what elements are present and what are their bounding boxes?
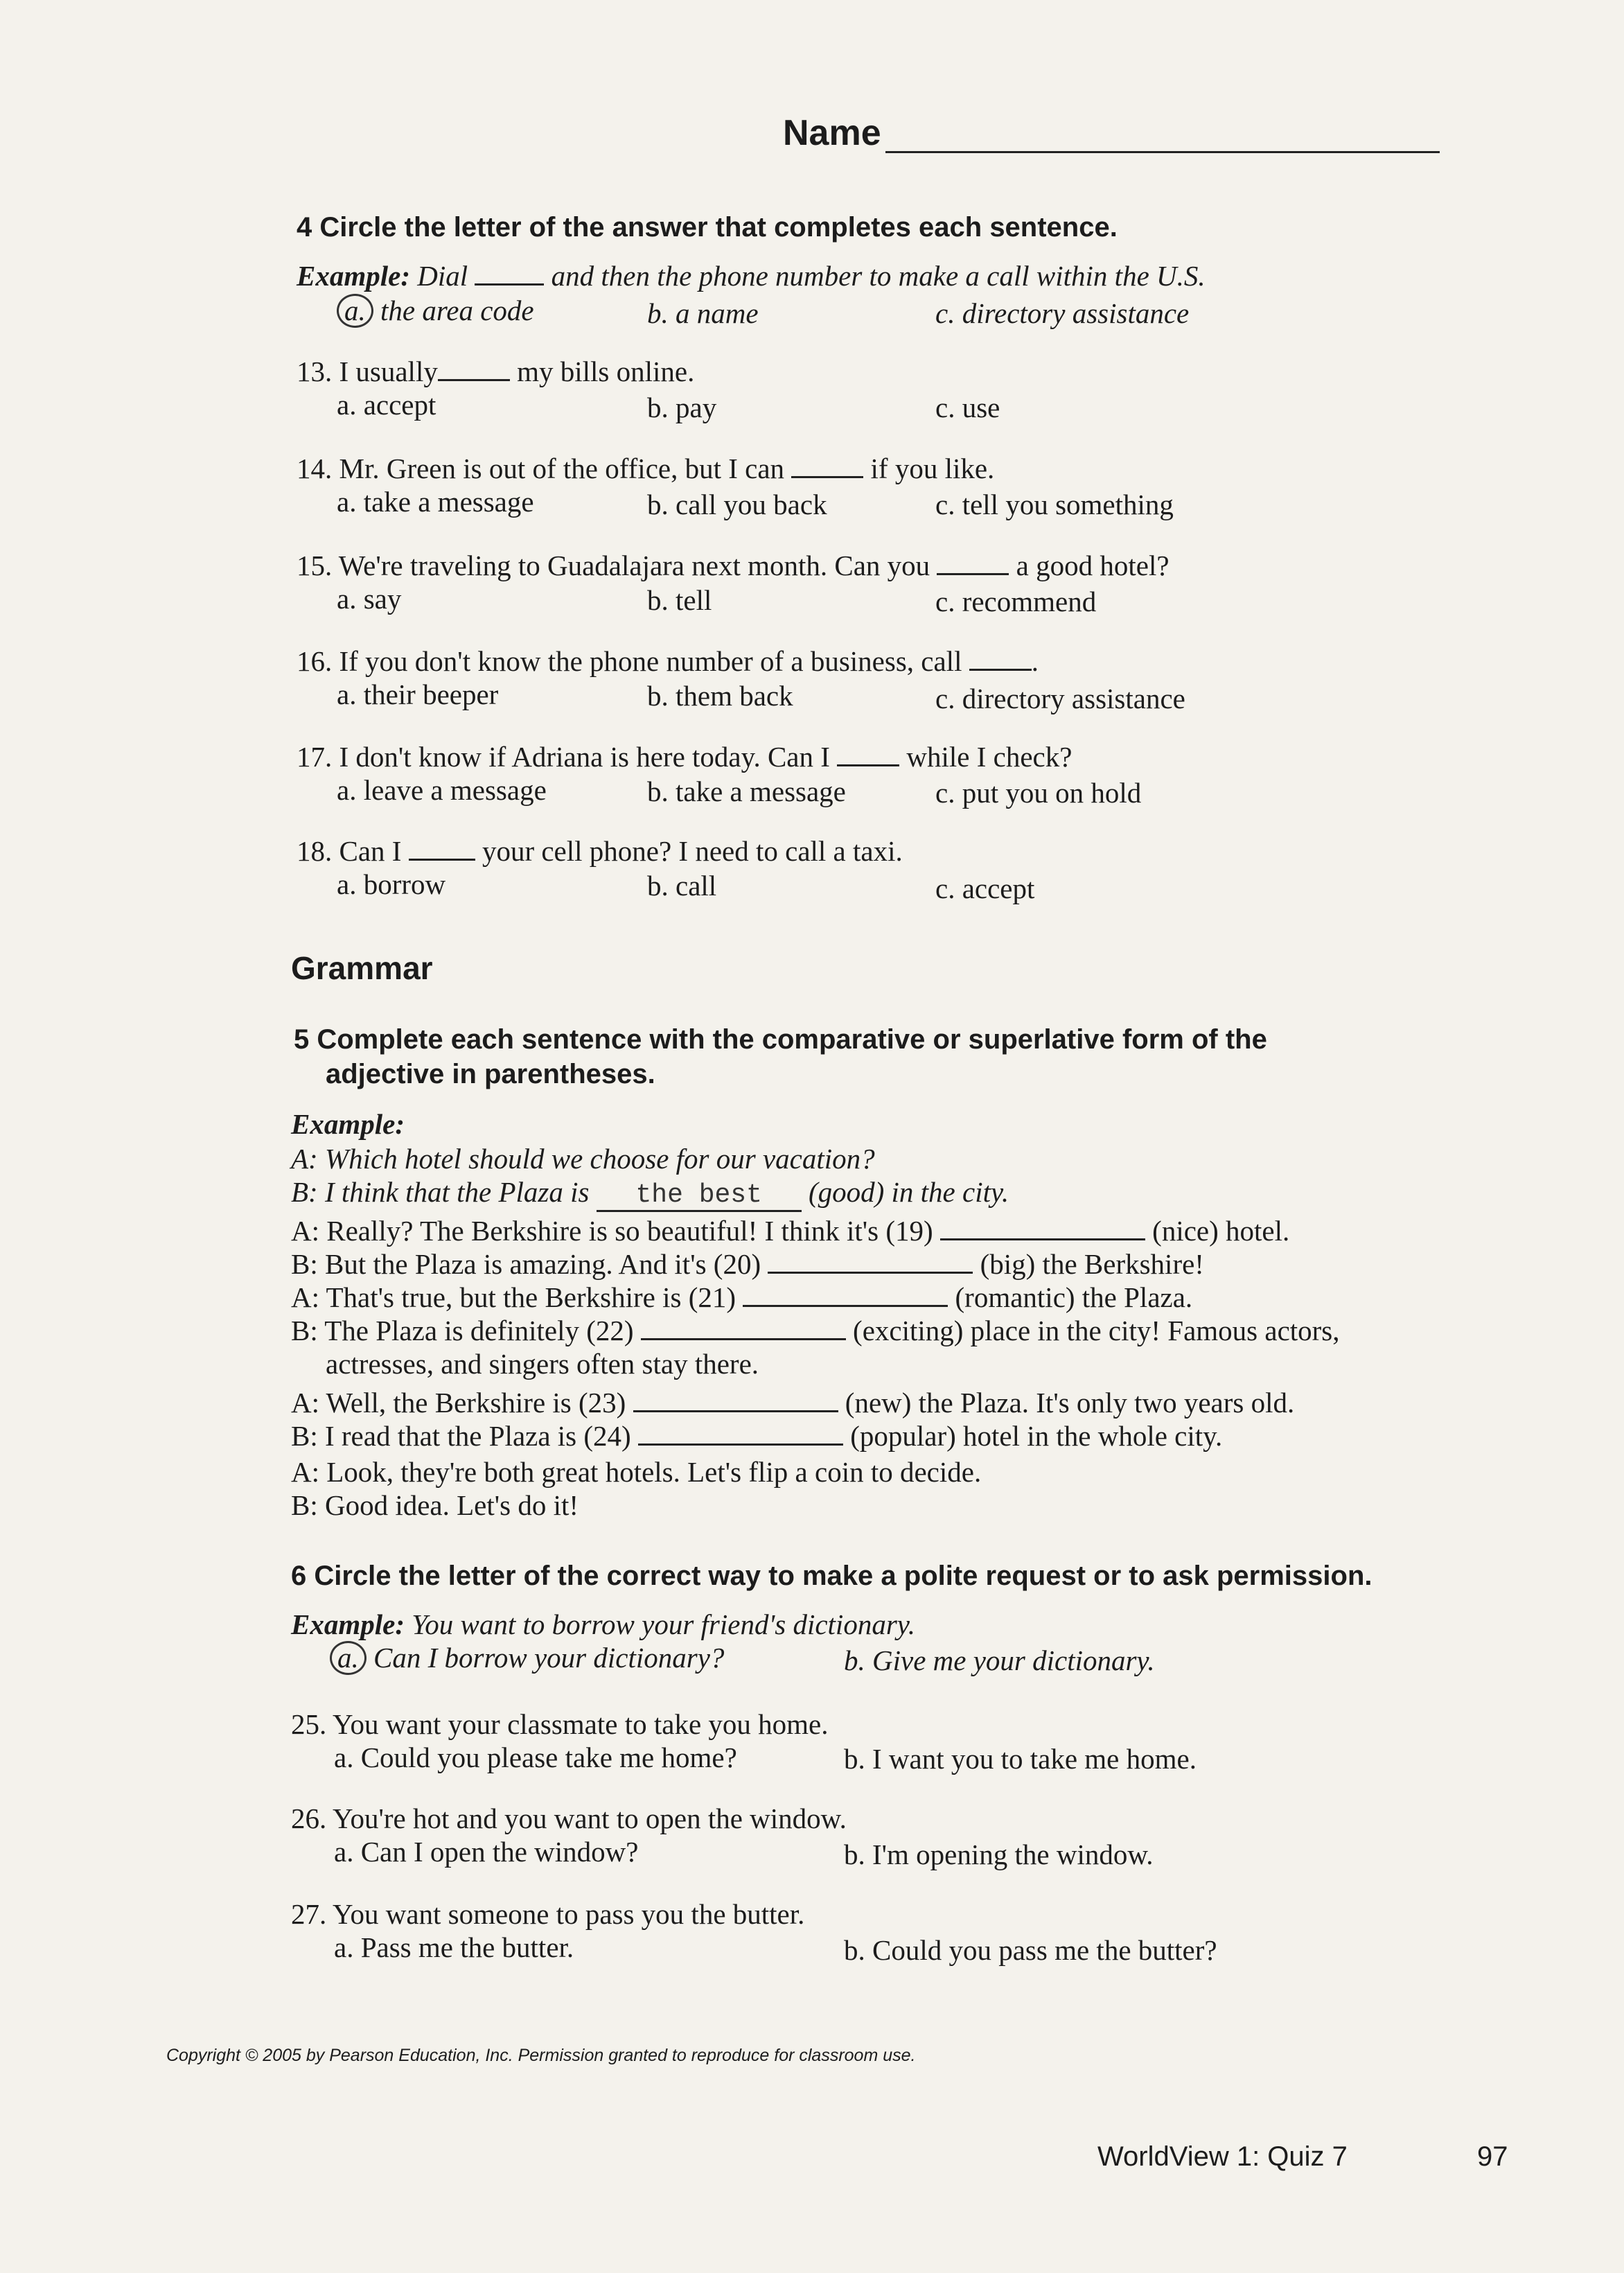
circled-letter: a. xyxy=(330,1641,367,1675)
quiz-title: WorldView 1: Quiz 7 xyxy=(1097,2141,1348,2172)
name-label: Name xyxy=(783,113,881,153)
question-26-option-a[interactable]: a. Can I open the window? xyxy=(334,1836,639,1868)
question-17-option-a[interactable]: a. leave a message xyxy=(337,774,547,806)
name-line xyxy=(885,151,1440,153)
section-5-instruction-line-2: adjective in parentheses. xyxy=(326,1059,655,1089)
question-16-option-a[interactable]: a. their beeper xyxy=(337,678,499,710)
copyright-notice: Copyright © 2005 by Pearson Education, Inc. Permission granted to reproduce for classroom use. xyxy=(166,2046,916,2065)
answer-blank-19[interactable] xyxy=(940,1238,1145,1240)
example-stem-before: Dial xyxy=(417,260,468,292)
filled-answer: the best xyxy=(635,1180,762,1210)
question-17-option-b[interactable]: b. take a message xyxy=(647,775,846,807)
question-15-option-c[interactable]: c. recommend xyxy=(935,586,1097,617)
answer-blank-24[interactable] xyxy=(638,1443,843,1446)
section-6-example-option-a: a. Can I borrow your dictionary? xyxy=(330,1641,724,1675)
page-number: 97 xyxy=(1477,2141,1508,2172)
dialogue-line-23: A: Well, the Berkshire is (23) (new) the Plaza. It's only two years old. xyxy=(291,1387,1295,1419)
answer-blank[interactable] xyxy=(969,669,1032,671)
dialogue-line-21: A: That's true, but the Berkshire is (21) (romantic) the Plaza. xyxy=(291,1281,1193,1313)
question-27: 27. You want someone to pass you the butter. xyxy=(291,1898,805,1930)
question-25: 25. You want your classmate to take you home. xyxy=(291,1708,829,1740)
answer-blank-20[interactable] xyxy=(768,1272,973,1274)
section-5-example-line-2: B: I think that the Plaza is the best (good) in the city. xyxy=(291,1175,1009,1212)
question-18: 18. Can I your cell phone? I need to call a taxi. xyxy=(297,835,903,867)
section-5-example-label: Example: xyxy=(291,1108,405,1140)
question-17-option-c[interactable]: c. put you on hold xyxy=(935,777,1142,809)
example-option-c: c. directory assistance xyxy=(935,297,1190,329)
dialogue-line-22: B: The Plaza is definitely (22) (exciting) place in the city! Famous actors, xyxy=(291,1315,1340,1346)
section-6-example-option-b: b. Give me your dictionary. xyxy=(844,1644,1155,1676)
dialogue-line-20: B: But the Plaza is amazing. And it's (20) (big) the Berkshire! xyxy=(291,1248,1204,1280)
section-4-example xyxy=(297,259,1206,292)
section-6-instruction: 6 Circle the letter of the correct way to make a polite request or to ask permission. xyxy=(291,1561,1373,1591)
question-15-option-b[interactable]: b. tell xyxy=(647,584,712,616)
dialogue-line-24: B: I read that the Plaza is (24) (popular) hotel in the whole city. xyxy=(291,1420,1223,1452)
answer-blank[interactable] xyxy=(409,859,475,861)
question-16-option-b[interactable]: b. them back xyxy=(647,680,793,712)
example-option-a: a. the area code xyxy=(337,294,534,328)
question-15-option-a[interactable]: a. say xyxy=(337,583,402,615)
question-14-option-b[interactable]: b. call you back xyxy=(647,489,827,520)
question-13: 13. I usually my bills online. xyxy=(297,356,695,387)
question-13-option-a[interactable]: a. accept xyxy=(337,389,436,421)
answer-blank[interactable] xyxy=(937,573,1009,575)
dialogue-line-19: A: Really? The Berkshire is so beautiful! I think it's (19) (nice) hotel. xyxy=(291,1215,1290,1247)
question-18-option-a[interactable]: a. borrow xyxy=(337,868,446,900)
answer-blank[interactable] xyxy=(791,476,863,478)
question-25-option-b[interactable]: b. I want you to take me home. xyxy=(844,1743,1197,1775)
question-25-option-a[interactable]: a. Could you please take me home? xyxy=(334,1741,737,1773)
question-27-option-b[interactable]: b. Could you pass me the butter? xyxy=(844,1934,1217,1966)
example-label: Example: xyxy=(297,260,410,292)
example-stem-after: and then the phone number to make a call within the U.S. xyxy=(551,260,1206,292)
section-6-example: Example: You want to borrow your friend's dictionary. xyxy=(291,1608,915,1640)
example-blank xyxy=(475,283,544,286)
question-13-option-b[interactable]: b. pay xyxy=(647,392,717,423)
section-5-example-line-1: A: Which hotel should we choose for our vacation? xyxy=(291,1143,875,1175)
question-18-option-b[interactable]: b. call xyxy=(647,870,717,902)
question-17: 17. I don't know if Adriana is here today. Can I while I check? xyxy=(297,741,1073,773)
question-14: 14. Mr. Green is out of the office, but I can if you like. xyxy=(297,453,995,484)
example-option-b: b. a name xyxy=(647,297,759,329)
answer-blank-21[interactable] xyxy=(743,1305,948,1307)
question-26-option-b[interactable]: b. I'm opening the window. xyxy=(844,1838,1154,1870)
example-filled-blank xyxy=(597,1175,802,1212)
answer-blank-22[interactable] xyxy=(641,1338,846,1340)
question-14-option-a[interactable]: a. take a message xyxy=(337,486,534,518)
question-15: 15. We're traveling to Guadalajara next month. Can you a good hotel? xyxy=(297,550,1170,581)
question-26: 26. You're hot and you want to open the window. xyxy=(291,1802,847,1834)
section-5-instruction-line-1: 5 Complete each sentence with the comparative or superlative form of the xyxy=(294,1024,1267,1055)
question-16-option-c[interactable]: c. directory assistance xyxy=(935,683,1185,714)
grammar-heading: Grammar xyxy=(291,950,433,986)
dialogue-line-flip: A: Look, they're both great hotels. Let's flip a coin to decide. xyxy=(291,1456,982,1488)
dialogue-line-good-idea: B: Good idea. Let's do it! xyxy=(291,1489,579,1521)
answer-blank[interactable] xyxy=(837,764,899,766)
section-4-instruction: 4 Circle the letter of the answer that completes each sentence. xyxy=(297,212,1118,243)
circled-letter: a. xyxy=(337,294,373,328)
question-13-option-c[interactable]: c. use xyxy=(935,392,1000,423)
question-14-option-c[interactable]: c. tell you something xyxy=(935,489,1174,520)
answer-blank[interactable] xyxy=(438,379,510,381)
question-27-option-a[interactable]: a. Pass me the butter. xyxy=(334,1931,574,1963)
dialogue-line-22-continued: actresses, and singers often stay there. xyxy=(326,1348,759,1380)
question-16: 16. If you don't know the phone number of a business, call . xyxy=(297,645,1039,677)
question-18-option-c[interactable]: c. accept xyxy=(935,872,1035,904)
answer-blank-23[interactable] xyxy=(633,1410,838,1412)
